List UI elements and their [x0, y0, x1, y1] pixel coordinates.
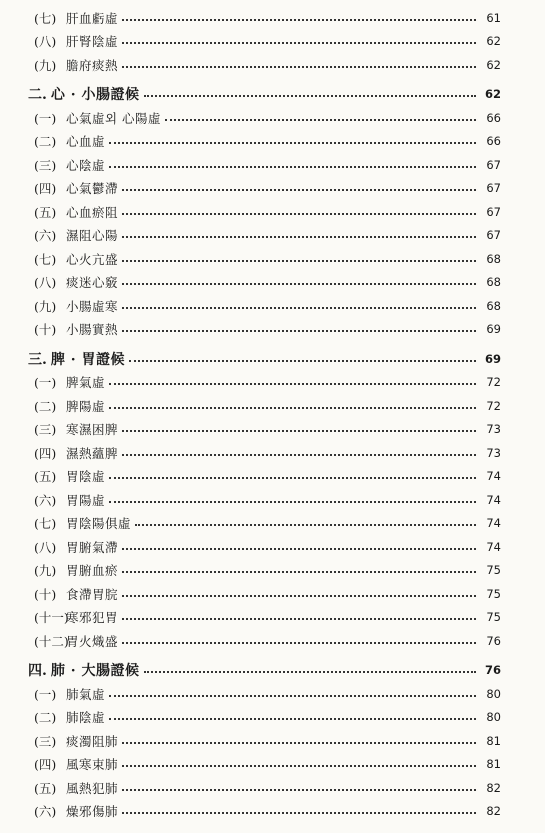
dot-leader: [144, 95, 477, 97]
toc-subsection-entry: [0, 582, 545, 606]
entry-number: (二): [34, 398, 57, 414]
entry-page-number: 73: [486, 445, 501, 460]
entry-number: (七): [34, 251, 57, 267]
toc-subsection-entry: [0, 371, 545, 395]
entry-page-number: 66: [486, 134, 501, 149]
dot-leader: [122, 260, 476, 262]
entry-number: (四): [34, 181, 57, 197]
entry-page-number: 68: [486, 298, 501, 313]
entry-page-number: 67: [486, 157, 501, 172]
dot-leader: [122, 642, 476, 644]
entry-title: 心血虛: [66, 134, 106, 150]
entry-number: (三): [34, 422, 57, 438]
entry-number: (二): [34, 710, 57, 726]
entry-page-number: 68: [486, 251, 501, 266]
toc-subsection-entry: [0, 106, 545, 130]
toc-subsection-entry: [0, 271, 545, 295]
entry-title: 食滯胃脘: [66, 586, 119, 602]
dot-leader: [135, 524, 476, 526]
toc-subsection-entry: [0, 535, 545, 559]
dot-leader: [122, 454, 476, 456]
entry-page-number: 67: [486, 181, 501, 196]
entry-page-number: 75: [486, 563, 501, 578]
entry-title: 心血瘀阻: [66, 204, 119, 220]
entry-page-number: 75: [486, 586, 501, 601]
entry-page-number: 62: [484, 87, 501, 102]
entry-title: 燥邪傷肺: [66, 804, 119, 820]
entry-title: 小腸虛寒: [66, 298, 119, 314]
entry-page-number: 82: [486, 804, 501, 819]
entry-number: (一): [34, 375, 57, 391]
entry-number: (六): [34, 804, 57, 820]
entry-number: (四): [34, 445, 57, 461]
entry-title: 胃陰虛: [66, 469, 106, 485]
dot-leader: [122, 189, 476, 191]
toc-section-entry: [0, 347, 545, 371]
entry-title: 脾氣虛: [66, 375, 106, 391]
entry-page-number: 76: [484, 663, 501, 678]
entry-number: (十): [34, 322, 57, 338]
entry-page-number: 74: [486, 516, 501, 531]
entry-number: (二): [34, 134, 57, 150]
entry-number: (十一): [34, 610, 69, 626]
toc-subsection-entry: [0, 224, 545, 248]
dot-leader: [109, 383, 476, 385]
toc-subsection-entry: [0, 706, 545, 730]
entry-title: 肺陰虛: [66, 710, 106, 726]
toc-subsection-entry: [0, 776, 545, 800]
entry-page-number: 72: [486, 398, 501, 413]
dot-leader: [109, 501, 476, 503]
dot-leader: [122, 742, 476, 744]
entry-number: (十二): [34, 633, 69, 649]
entry-title: 痰迷心竅: [66, 275, 119, 291]
entry-number: (八): [34, 34, 57, 50]
entry-page-number: 69: [484, 351, 501, 366]
entry-title: 膽府痰熱: [66, 57, 119, 73]
dot-leader: [122, 66, 476, 68]
entry-number: (六): [34, 228, 57, 244]
dot-leader: [122, 618, 476, 620]
dot-leader: [122, 595, 476, 597]
entry-number: (十): [34, 586, 57, 602]
dot-leader: [122, 307, 476, 309]
entry-page-number: 80: [486, 710, 501, 725]
dot-leader: [122, 330, 476, 332]
entry-title: 胃火熾盛: [66, 633, 119, 649]
entry-title: 肝血虧虛: [66, 10, 119, 26]
dot-leader: [122, 283, 476, 285]
toc-subsection-entry: [0, 606, 545, 630]
dot-leader: [109, 718, 476, 720]
toc-subsection-entry: [0, 465, 545, 489]
dot-leader: [109, 166, 476, 168]
toc-subsection-entry: [0, 53, 545, 77]
entry-number: (一): [34, 110, 57, 126]
toc-subsection-entry: [0, 294, 545, 318]
entry-title: 風熱犯肺: [66, 780, 119, 796]
toc-subsection-entry: [0, 753, 545, 777]
entry-number: (七): [34, 516, 57, 532]
entry-title: 小腸實熱: [66, 322, 119, 338]
toc-subsection-entry: [0, 177, 545, 201]
dot-leader: [122, 236, 476, 238]
entry-title: 胃陽虛: [66, 492, 106, 508]
entry-page-number: 74: [486, 469, 501, 484]
entry-title: 心氣虛외 心陽虛: [66, 110, 162, 126]
entry-title: 脾陽虛: [66, 398, 106, 414]
entry-number: 二.: [28, 87, 47, 104]
dot-leader: [122, 812, 476, 814]
entry-number: (四): [34, 757, 57, 773]
entry-page-number: 74: [486, 539, 501, 554]
dot-leader: [122, 213, 476, 215]
entry-number: (一): [34, 686, 57, 702]
toc-subsection-entry: [0, 200, 545, 224]
entry-page-number: 80: [486, 686, 501, 701]
toc-subsection-entry: [0, 559, 545, 583]
toc-subsection-entry: [0, 394, 545, 418]
entry-title: 心氣鬱滯: [66, 181, 119, 197]
toc-subsection-entry: [0, 488, 545, 512]
toc-subsection-entry: [0, 153, 545, 177]
entry-title: 胃腑血瘀: [66, 563, 119, 579]
entry-page-number: 76: [486, 633, 501, 648]
entry-number: (七): [34, 10, 57, 26]
entry-page-number: 67: [486, 204, 501, 219]
entry-page-number: 62: [486, 34, 501, 49]
entry-page-number: 61: [486, 10, 501, 25]
toc-subsection-entry: [0, 418, 545, 442]
entry-number: (八): [34, 539, 57, 555]
entry-page-number: 66: [486, 110, 501, 125]
entry-number: (八): [34, 275, 57, 291]
entry-title: 濕熱蘊脾: [66, 445, 119, 461]
dot-leader: [122, 765, 476, 767]
entry-page-number: 68: [486, 275, 501, 290]
dot-leader: [122, 430, 476, 432]
dot-leader: [129, 360, 476, 362]
dot-leader: [109, 477, 476, 479]
entry-title: 脾 · 胃證候: [50, 351, 125, 368]
entry-page-number: 62: [486, 57, 501, 72]
entry-number: 四.: [28, 663, 47, 680]
entry-title: 心火亢盛: [66, 251, 119, 267]
entry-number: (九): [34, 298, 57, 314]
entry-title: 胃腑氣滯: [66, 539, 119, 555]
entry-page-number: 73: [486, 422, 501, 437]
entry-title: 寒邪犯胃: [66, 610, 119, 626]
entry-page-number: 74: [486, 492, 501, 507]
dot-leader: [144, 671, 477, 673]
entry-title: 肝腎陰虛: [66, 34, 119, 50]
entry-number: (五): [34, 204, 57, 220]
entry-number: (五): [34, 469, 57, 485]
entry-page-number: 67: [486, 228, 501, 243]
table-of-contents: [0, 6, 545, 823]
dot-leader: [122, 571, 476, 573]
toc-section-entry: [0, 83, 545, 107]
dot-leader: [122, 19, 476, 21]
entry-title: 胃陰陽俱虛: [66, 516, 132, 532]
entry-title: 風寒束肺: [66, 757, 119, 773]
dot-leader: [122, 789, 476, 791]
entry-title: 心陰虛: [66, 157, 106, 173]
toc-subsection-entry: [0, 318, 545, 342]
toc-subsection-entry: [0, 441, 545, 465]
entry-title: 肺 · 大腸證候: [50, 663, 140, 680]
entry-number: (三): [34, 733, 57, 749]
entry-page-number: 69: [486, 322, 501, 337]
entry-title: 心 · 小腸證候: [50, 87, 140, 104]
toc-subsection-entry: [0, 6, 545, 30]
entry-title: 痰濁阻肺: [66, 733, 119, 749]
toc-subsection-entry: [0, 30, 545, 54]
entry-number: (五): [34, 780, 57, 796]
dot-leader: [109, 695, 476, 697]
toc-subsection-entry: [0, 729, 545, 753]
entry-page-number: 72: [486, 375, 501, 390]
entry-number: (三): [34, 157, 57, 173]
toc-subsection-entry: [0, 512, 545, 536]
entry-page-number: 81: [486, 733, 501, 748]
entry-number: (六): [34, 492, 57, 508]
dot-leader: [165, 119, 476, 121]
toc-subsection-entry: [0, 130, 545, 154]
toc-subsection-entry: [0, 247, 545, 271]
dot-leader: [122, 548, 476, 550]
entry-page-number: 82: [486, 780, 501, 795]
entry-number: (九): [34, 563, 57, 579]
dot-leader: [109, 142, 476, 144]
toc-section-entry: [0, 659, 545, 683]
entry-title: 寒濕困脾: [66, 422, 119, 438]
dot-leader: [122, 42, 476, 44]
entry-title: 肺氣虛: [66, 686, 106, 702]
entry-title: 濕阻心陽: [66, 228, 119, 244]
entry-number: 三.: [28, 351, 47, 368]
entry-page-number: 75: [486, 610, 501, 625]
entry-page-number: 81: [486, 757, 501, 772]
toc-subsection-entry: [0, 629, 545, 653]
entry-number: (九): [34, 57, 57, 73]
dot-leader: [109, 407, 476, 409]
toc-subsection-entry: [0, 682, 545, 706]
toc-subsection-entry: [0, 800, 545, 824]
